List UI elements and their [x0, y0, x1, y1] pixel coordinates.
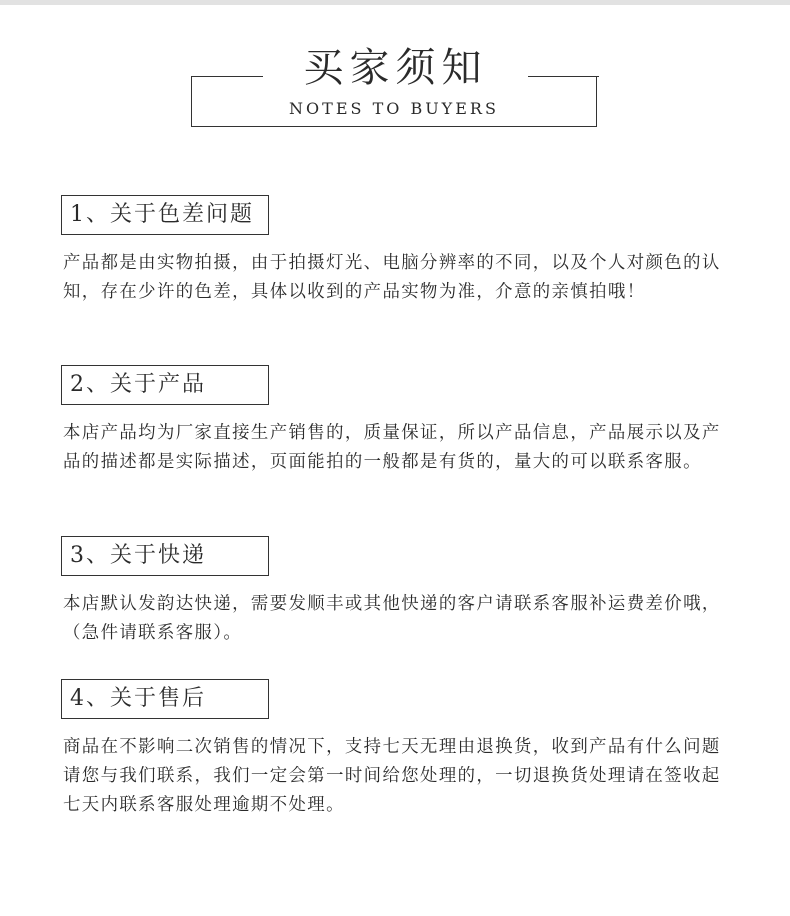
section-body-shipping: 本店默认发韵达快递，需要发顺丰或其他快递的客户请联系客服补运费差价哦，（急件请联系客服）。 [63, 594, 721, 643]
section-body-color-difference: 产品都是由实物拍摄，由于拍摄灯光、电脑分辨率的不同，以及个人对颜色的认知，存在少许的色差，具体以收到的产品实物为准，介意的亲慎拍哦！ [63, 253, 721, 302]
section-body-after-sales: 商品在不影响二次销售的情况下，支持七天无理由退换货，收到产品有什么问题请您与我们联系，我们一定会第一时间给您处理的，一切退换货处理请在签收起七天内联系客服处理逾期不处理。 [63, 737, 721, 815]
header-line-left [191, 76, 263, 77]
section-heading-shipping: 3、关于快递 [61, 536, 269, 576]
page-title: 买家须知 [303, 45, 488, 91]
header-line-right [528, 76, 599, 77]
section-heading-after-sales: 4、关于售后 [61, 679, 269, 719]
page-subtitle: NOTES TO BUYERS [289, 99, 499, 118]
section-heading-products: 2、关于产品 [61, 365, 269, 405]
section-body-products: 本店产品均为厂家直接生产销售的，质量保证，所以产品信息，产品展示以及产品的描述都是实际描述，页面能拍的一般都是有货的，量大的可以联系客服。 [63, 423, 721, 472]
top-divider [0, 0, 790, 5]
section-heading-color-difference: 1、关于色差问题 [61, 195, 269, 235]
